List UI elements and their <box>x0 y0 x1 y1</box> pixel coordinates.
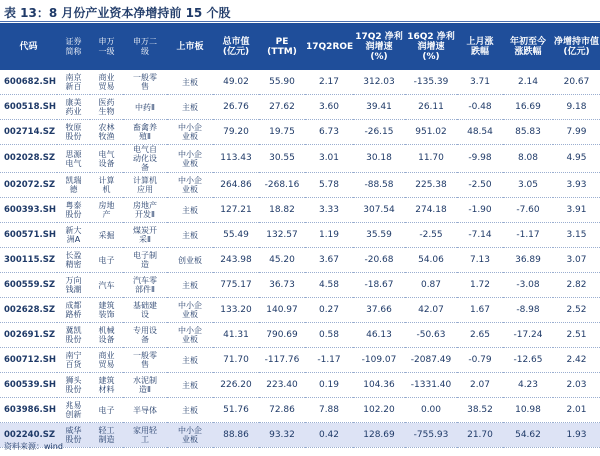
table-cell: -2087.49 <box>405 348 457 373</box>
table-cell: 0.87 <box>405 273 457 298</box>
table-cell: 4.58 <box>305 273 353 298</box>
table-cell: 18.82 <box>259 198 305 223</box>
table-cell: 1.19 <box>305 223 353 248</box>
table-cell: -18.67 <box>353 273 405 298</box>
table-row <box>0 198 600 223</box>
table-cell: 主板 <box>167 348 213 373</box>
table-cell: 凯瑞 德 <box>57 173 90 198</box>
table-cell: 一般零 售 <box>123 70 167 95</box>
table-cell: 房地 产 <box>90 198 123 223</box>
table-cell: 79.20 <box>213 120 259 145</box>
table-cell: 8.08 <box>503 145 553 173</box>
table-cell: 建筑 装饰 <box>90 298 123 323</box>
table-cell: 10.98 <box>503 398 553 423</box>
column-header: 净增持市值 (亿元) <box>553 23 600 70</box>
table-cell: 9.18 <box>553 95 600 120</box>
table-cell: 医药 生物 <box>90 95 123 120</box>
table-cell: 建筑 材料 <box>90 373 123 398</box>
table-cell: 1.72 <box>457 273 503 298</box>
table-row <box>0 423 600 448</box>
table-cell: 计算机 应用 <box>123 173 167 198</box>
table-cell: 42.07 <box>405 298 457 323</box>
table-cell: 粤泰 股份 <box>57 198 90 223</box>
table-cell: 36.89 <box>503 248 553 273</box>
table-cell: 汽车 <box>90 273 123 298</box>
table-cell: 26.76 <box>213 95 259 120</box>
table-cell: 600571.SH <box>0 223 57 248</box>
table-cell: -268.16 <box>259 173 305 198</box>
column-header: 17Q2 净利 润增速 (%) <box>353 23 405 70</box>
table-cell: 600518.SH <box>0 95 57 120</box>
table-cell: 71.70 <box>213 348 259 373</box>
table-cell: 41.31 <box>213 323 259 348</box>
table-cell: 电气 设备 <box>90 145 123 173</box>
table-row <box>0 70 600 95</box>
column-header: 年初至今 涨跌幅 <box>503 23 553 70</box>
table-cell: 机械 设备 <box>90 323 123 348</box>
table-cell: -1331.40 <box>405 373 457 398</box>
table-cell: 万向 钱潮 <box>57 273 90 298</box>
table-cell: -26.15 <box>353 120 405 145</box>
table-cell: 中小企 业板 <box>167 423 213 448</box>
table-cell: 20.67 <box>553 70 600 95</box>
table-cell: 30.55 <box>259 145 305 173</box>
table-cell: 93.32 <box>259 423 305 448</box>
table-cell: 133.20 <box>213 298 259 323</box>
table-cell: 3.91 <box>553 198 600 223</box>
table-cell: 1.93 <box>553 423 600 448</box>
table-cell: -1.17 <box>503 223 553 248</box>
table-cell: 冀凯 股份 <box>57 323 90 348</box>
table-cell: 主板 <box>167 398 213 423</box>
table-cell: -109.07 <box>353 348 405 373</box>
table-cell: 300115.SZ <box>0 248 57 273</box>
table-cell: 19.75 <box>259 120 305 145</box>
table-cell: 房地产 开发Ⅱ <box>123 198 167 223</box>
table-cell: 127.21 <box>213 198 259 223</box>
table-row <box>0 173 600 198</box>
table-cell: 半导体 <box>123 398 167 423</box>
table-cell: 3.01 <box>305 145 353 173</box>
table-cell: 27.62 <box>259 95 305 120</box>
table-cell: -0.79 <box>457 348 503 373</box>
table-cell: 600393.SH <box>0 198 57 223</box>
table-cell: 30.18 <box>353 145 405 173</box>
table-cell: 主板 <box>167 223 213 248</box>
table-cell: 002240.SZ <box>0 423 57 448</box>
table-cell: 264.86 <box>213 173 259 198</box>
table-cell: 0.27 <box>305 298 353 323</box>
column-header: 上市板 <box>167 23 213 70</box>
column-header: 申万二 级 <box>123 23 167 70</box>
table-cell: 128.69 <box>353 423 405 448</box>
table-cell: 35.59 <box>353 223 405 248</box>
table-cell: 104.36 <box>353 373 405 398</box>
table-cell: 225.38 <box>405 173 457 198</box>
table-body <box>0 70 600 448</box>
column-header: 代码 <box>0 23 57 70</box>
table-cell: -2.50 <box>457 173 503 198</box>
table-cell: 140.97 <box>259 298 305 323</box>
table-cell: 0.58 <box>305 323 353 348</box>
table-cell: 002072.SZ <box>0 173 57 198</box>
table-cell: 2.42 <box>553 348 600 373</box>
table-row <box>0 348 600 373</box>
table-title: 表 13：8 月份产业资本净增持前 15 个股 <box>4 6 231 20</box>
table-cell: 1.67 <box>457 298 503 323</box>
table-cell: 600712.SH <box>0 348 57 373</box>
table-cell: 312.03 <box>353 70 405 95</box>
table-cell: 康美 药业 <box>57 95 90 120</box>
table-cell: 002691.SZ <box>0 323 57 348</box>
table-cell: 商业 贸易 <box>90 70 123 95</box>
table-cell: 计算 机 <box>90 173 123 198</box>
table-cell: 2.52 <box>553 298 600 323</box>
table-cell: 16.69 <box>503 95 553 120</box>
table-cell: 创业板 <box>167 248 213 273</box>
table-cell: 电子 <box>90 398 123 423</box>
table-cell: 600539.SH <box>0 373 57 398</box>
table-cell: 南京 新百 <box>57 70 90 95</box>
table-cell: 36.73 <box>259 273 305 298</box>
table-cell: 电气自 动化设 备 <box>123 145 167 173</box>
table-cell: 2.17 <box>305 70 353 95</box>
table-cell: 002628.SZ <box>0 298 57 323</box>
table-cell: 3.07 <box>553 248 600 273</box>
table-cell: 88.86 <box>213 423 259 448</box>
table-cell: 电子制 造 <box>123 248 167 273</box>
table-cell: 主板 <box>167 95 213 120</box>
table-cell: 54.06 <box>405 248 457 273</box>
table-cell: 274.18 <box>405 198 457 223</box>
table-cell: 600682.SH <box>0 70 57 95</box>
table-cell: 102.20 <box>353 398 405 423</box>
column-header: 16Q2 净利 润增速 (%) <box>405 23 457 70</box>
table-cell: 48.54 <box>457 120 503 145</box>
table-cell: 3.15 <box>553 223 600 248</box>
column-header: 申万 一级 <box>90 23 123 70</box>
table-cell: 603986.SH <box>0 398 57 423</box>
table-cell: 002028.SZ <box>0 145 57 173</box>
table-cell: 7.13 <box>457 248 503 273</box>
table-cell: 中小企 业板 <box>167 298 213 323</box>
table-cell: -20.68 <box>353 248 405 273</box>
table-cell: 电子 <box>90 248 123 273</box>
table-cell: -1.90 <box>457 198 503 223</box>
table-cell: 7.88 <box>305 398 353 423</box>
table-cell: 中小企 业板 <box>167 173 213 198</box>
column-header: PE (TTM) <box>259 23 305 70</box>
table-cell: -755.93 <box>405 423 457 448</box>
table-cell: 牧原 股份 <box>57 120 90 145</box>
table-cell: -7.60 <box>503 198 553 223</box>
table-cell: 4.95 <box>553 145 600 173</box>
table-cell: 46.13 <box>353 323 405 348</box>
table-cell: 0.42 <box>305 423 353 448</box>
table-cell: 0.00 <box>405 398 457 423</box>
table-cell: 775.17 <box>213 273 259 298</box>
table-row <box>0 223 600 248</box>
table-cell: 3.93 <box>553 173 600 198</box>
table-cell: 中小企 业板 <box>167 120 213 145</box>
table-header-row <box>0 23 600 70</box>
table-cell: -1.17 <box>305 348 353 373</box>
column-header: 上月涨 跌幅 <box>457 23 503 70</box>
table-cell: 2.07 <box>457 373 503 398</box>
table-cell: 主板 <box>167 273 213 298</box>
table-cell: 790.69 <box>259 323 305 348</box>
table-cell: 951.02 <box>405 120 457 145</box>
table-cell: -3.08 <box>503 273 553 298</box>
table-cell: 3.67 <box>305 248 353 273</box>
table-row <box>0 323 600 348</box>
table-cell: 中小企 业板 <box>167 323 213 348</box>
table-row <box>0 373 600 398</box>
table-cell: 55.90 <box>259 70 305 95</box>
table-cell: -135.39 <box>405 70 457 95</box>
table-cell: 51.76 <box>213 398 259 423</box>
title-rule <box>0 21 600 22</box>
table-row <box>0 398 600 423</box>
column-header: 证券 简称 <box>57 23 90 70</box>
table-cell: 307.54 <box>353 198 405 223</box>
table-cell: 3.71 <box>457 70 503 95</box>
table-cell: -50.63 <box>405 323 457 348</box>
table-cell: -2.55 <box>405 223 457 248</box>
table-cell: -17.24 <box>503 323 553 348</box>
table-row <box>0 298 600 323</box>
table-cell: 兆易 创新 <box>57 398 90 423</box>
table-cell: 长盈 精密 <box>57 248 90 273</box>
table-cell: 11.70 <box>405 145 457 173</box>
table-cell: 39.41 <box>353 95 405 120</box>
table-cell: 45.20 <box>259 248 305 273</box>
table-cell: 55.49 <box>213 223 259 248</box>
table-cell: 主板 <box>167 373 213 398</box>
table-cell: 威华 股份 <box>57 423 90 448</box>
table-cell: 轻工 制造 <box>90 423 123 448</box>
table-cell: 农林 牧渔 <box>90 120 123 145</box>
table-cell: -88.58 <box>353 173 405 198</box>
table-cell: 54.62 <box>503 423 553 448</box>
table-cell: 21.70 <box>457 423 503 448</box>
table-row <box>0 95 600 120</box>
table-cell: 商业 贸易 <box>90 348 123 373</box>
table-cell: 132.57 <box>259 223 305 248</box>
column-header: 总市值 (亿元) <box>213 23 259 70</box>
table-cell: 49.02 <box>213 70 259 95</box>
table-cell: 2.01 <box>553 398 600 423</box>
table-cell: 思源 电气 <box>57 145 90 173</box>
table-cell: 37.66 <box>353 298 405 323</box>
table-cell: 中药Ⅱ <box>123 95 167 120</box>
table-cell: -117.76 <box>259 348 305 373</box>
table-cell: 2.14 <box>503 70 553 95</box>
table-cell: 600559.SZ <box>0 273 57 298</box>
table-cell: 6.73 <box>305 120 353 145</box>
table-cell: 226.20 <box>213 373 259 398</box>
table-row <box>0 248 600 273</box>
table-cell: 新大 洲A <box>57 223 90 248</box>
table-cell: 一般零 售 <box>123 348 167 373</box>
table-cell: 基础建 设 <box>123 298 167 323</box>
table-row <box>0 273 600 298</box>
table-cell: 3.60 <box>305 95 353 120</box>
table-cell: 2.51 <box>553 323 600 348</box>
table-cell: 5.78 <box>305 173 353 198</box>
table-cell: 3.05 <box>503 173 553 198</box>
table-cell: 113.43 <box>213 145 259 173</box>
table-cell: 主板 <box>167 198 213 223</box>
table-cell: 畜禽养 殖Ⅱ <box>123 120 167 145</box>
table-cell: 3.33 <box>305 198 353 223</box>
table-cell: -9.98 <box>457 145 503 173</box>
table-cell: 主板 <box>167 70 213 95</box>
table-cell: 中小企 业板 <box>167 145 213 173</box>
table-cell: 狮头 股份 <box>57 373 90 398</box>
table-cell: 专用设 备 <box>123 323 167 348</box>
industry-capital-table <box>0 23 600 448</box>
table-cell: 85.83 <box>503 120 553 145</box>
table-cell: -8.98 <box>503 298 553 323</box>
table-cell: 成都 路桥 <box>57 298 90 323</box>
table-cell: 72.86 <box>259 398 305 423</box>
table-cell: 2.82 <box>553 273 600 298</box>
table-cell: 38.52 <box>457 398 503 423</box>
table-cell: 2.03 <box>553 373 600 398</box>
table-cell: 采掘 <box>90 223 123 248</box>
table-cell: 煤炭开 采Ⅱ <box>123 223 167 248</box>
table-cell: 南宁 百货 <box>57 348 90 373</box>
table-cell: 7.99 <box>553 120 600 145</box>
table-cell: -7.14 <box>457 223 503 248</box>
column-header: 17Q2ROE <box>305 23 353 70</box>
table-cell: 223.40 <box>259 373 305 398</box>
table-cell: 243.98 <box>213 248 259 273</box>
table-cell: 4.23 <box>503 373 553 398</box>
table-cell: 26.11 <box>405 95 457 120</box>
table-cell: 水泥制 造Ⅱ <box>123 373 167 398</box>
table-cell: 家用轻 工 <box>123 423 167 448</box>
source-note: 资料来源：wind <box>4 442 63 451</box>
table-cell: -12.65 <box>503 348 553 373</box>
table-cell: 汽车零 部件Ⅱ <box>123 273 167 298</box>
table-row <box>0 145 600 173</box>
table-cell: 0.19 <box>305 373 353 398</box>
table-cell: 2.65 <box>457 323 503 348</box>
table-row <box>0 120 600 145</box>
table-cell: -0.48 <box>457 95 503 120</box>
table-cell: 002714.SZ <box>0 120 57 145</box>
